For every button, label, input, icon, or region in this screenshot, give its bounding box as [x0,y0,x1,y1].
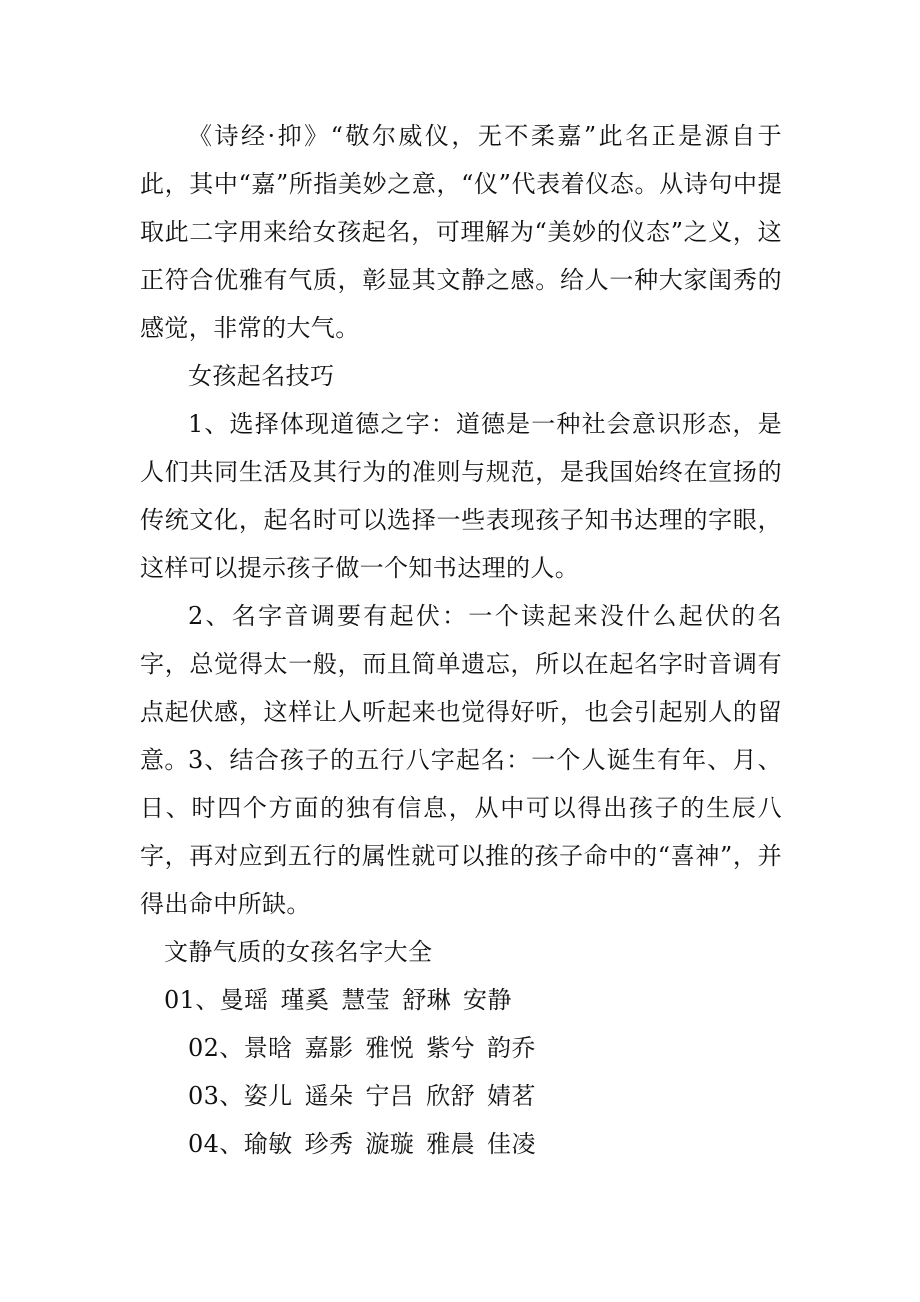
names-heading: 文静气质的女孩名字大全 [164,938,433,966]
name-list-item: 03、姿儿 遥朵 宁吕 欣舒 婧茗 [188,1082,536,1110]
tip-paragraph-1: 1、选择体现道德之字：道德是一种社会意识形态，是人们共同生活及其行为的准则与规范，是我国始终在宣扬的传统文化，起名时可以选择一些表现孩子知书达理的字眼，这样可以提示孩子做一个知书达理的人。 [140,410,782,582]
intro-paragraph: 《诗经·抑》“敬尔威仪，无不柔嘉”此名正是源自于此，其中“嘉”所指美妙之意，“仪”代表着仪态。从诗句中提取此二字用来给女孩起名，可理解为“美妙的仪态”之义，这正符合优雅有气质，彰显其文静之感。给人一种大家闺秀的感觉，非常的大气。 [140,122,782,342]
tip-paragraph-2: 2、名字音调要有起伏：一个读起来没什么起伏的名字，总觉得太一般，而且简单遗忘，所以在起名字时音调有点起伏感，这样让人听起来也觉得好听，也会引起别人的留意。 [140,602,782,774]
name-list-item: 01、曼瑶 瑾奚 慧莹 舒琳 安静 [164,986,512,1014]
tip-paragraph-3: 3、结合孩子的五行八字起名：一个人诞生有年、月、日、时四个方面的独有信息，从中可以得出孩子的生辰八字，再对应到五行的属性就可以推的孩子命中的“喜神”，并得出命中所缺。 [140,746,782,918]
name-list-item: 04、瑜敏 珍秀 漩璇 雅晨 佳凌 [188,1130,536,1158]
tips-heading: 女孩起名技巧 [188,362,335,390]
name-list-item: 02、景晗 嘉影 雅悦 紫兮 韵乔 [188,1034,536,1062]
